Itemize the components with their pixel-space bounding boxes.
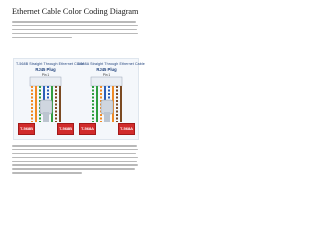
standard-label: T-568A Straight Through Ethernet Cable	[77, 62, 145, 66]
text-line	[12, 29, 137, 31]
standard-box-right: T-568A	[118, 123, 135, 135]
text-line	[12, 164, 138, 166]
rj45-connector-icon	[91, 77, 122, 86]
text-line	[12, 153, 136, 155]
text-line	[12, 168, 135, 170]
pin-label: Pin 1	[102, 73, 111, 77]
cable-icon	[104, 112, 110, 122]
text-line	[12, 157, 138, 159]
text-line	[12, 37, 72, 39]
cable-diagram-figure	[13, 58, 145, 140]
standard-box-left: T-568B	[18, 123, 35, 135]
text-line	[12, 172, 82, 174]
panel-t568a	[77, 62, 145, 135]
standard-box-left: T-568A	[79, 123, 96, 135]
cable-icon	[43, 112, 49, 122]
text-line	[12, 161, 137, 163]
pin-label: Pin 1	[41, 73, 50, 77]
text-line	[12, 149, 138, 151]
rj45-connector-icon	[30, 77, 61, 86]
text-line	[12, 21, 136, 23]
standard-box-right: T-568B	[57, 123, 74, 135]
standard-label: T-568B Straight Through Ethernet Cable	[16, 62, 85, 66]
text-line	[12, 25, 138, 27]
plug-label: RJ45 Plug	[96, 67, 117, 72]
cable-jacket-icon	[101, 100, 113, 114]
paragraph-description	[12, 145, 138, 176]
plug-label: RJ45 Plug	[35, 67, 56, 72]
paragraph-intro	[12, 21, 138, 40]
text-line	[12, 145, 137, 147]
cable-jacket-icon	[40, 100, 52, 114]
page-title: Ethernet Cable Color Coding Diagram	[12, 7, 139, 16]
panel-t568b	[16, 62, 85, 135]
text-line	[12, 33, 138, 35]
